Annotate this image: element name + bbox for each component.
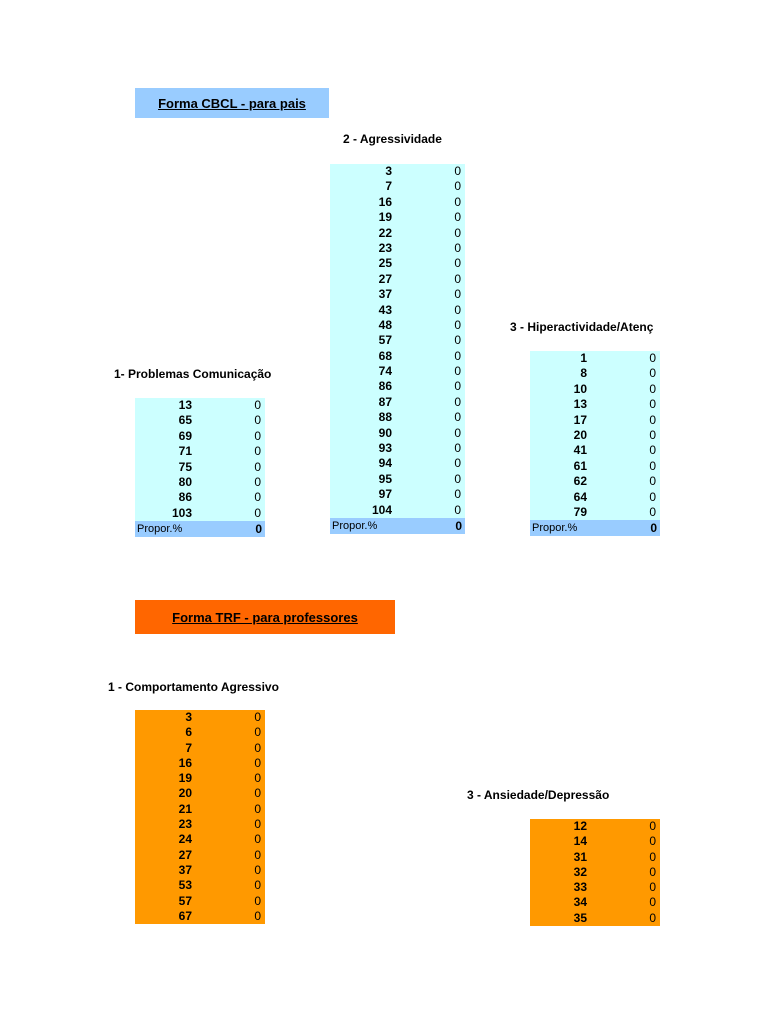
item-value: 0 xyxy=(254,710,261,724)
trf-section-1-row xyxy=(135,725,265,740)
item-number: 53 xyxy=(178,878,192,893)
item-value: 0 xyxy=(454,441,461,456)
item-value: 0 xyxy=(454,302,461,317)
item-number: 20 xyxy=(573,427,587,442)
trf-section-3-row xyxy=(530,819,660,834)
item-number: 103 xyxy=(171,505,192,520)
item-number: 94 xyxy=(378,456,392,471)
item-value: 0 xyxy=(649,849,656,864)
item-number: 21 xyxy=(178,801,192,816)
item-number: 87 xyxy=(378,394,392,409)
prop-value: 0 xyxy=(255,522,262,537)
item-number: 61 xyxy=(573,458,587,473)
item-value: 0 xyxy=(254,398,261,412)
item-number: 43 xyxy=(378,302,392,317)
cbcl-section-3-row xyxy=(530,443,660,458)
cbcl-section-2-row xyxy=(330,256,465,271)
cbcl-section-3-row xyxy=(530,459,660,474)
item-value: 0 xyxy=(254,428,261,443)
item-number: 13 xyxy=(573,397,587,412)
cbcl-section-2-row xyxy=(330,441,465,456)
item-value: 0 xyxy=(254,740,261,755)
item-value: 0 xyxy=(254,817,261,832)
item-value: 0 xyxy=(454,425,461,440)
trf-section-3-table xyxy=(530,819,660,926)
item-number: 3 xyxy=(185,710,192,724)
item-number: 23 xyxy=(178,817,192,832)
trf-section-1-title: 1 - Comportamento Agressivo xyxy=(108,680,279,694)
item-number: 19 xyxy=(178,771,192,786)
item-number: 13 xyxy=(178,398,192,412)
cbcl-section-3-title: 3 - Hiperactividade/Atenç xyxy=(510,320,654,334)
cbcl-section-1-row xyxy=(135,506,265,521)
trf-section-1-row xyxy=(135,786,265,801)
cbcl-section-3-rows xyxy=(530,351,660,520)
cbcl-section-2-prop-row xyxy=(330,518,465,534)
item-value: 0 xyxy=(254,474,261,489)
cbcl-section-2-row xyxy=(330,349,465,364)
cbcl-section-2-table xyxy=(330,164,465,534)
item-value: 0 xyxy=(254,862,261,877)
item-value: 0 xyxy=(454,317,461,332)
trf-section-3-row xyxy=(530,850,660,865)
cbcl-section-1-row xyxy=(135,475,265,490)
cbcl-section-3-row xyxy=(530,397,660,412)
item-value: 0 xyxy=(649,443,656,458)
cbcl-section-3-row xyxy=(530,490,660,505)
item-number: 23 xyxy=(378,240,392,255)
cbcl-section-2-row xyxy=(330,226,465,241)
item-value: 0 xyxy=(454,364,461,379)
trf-section-3-title: 3 - Ansiedade/Depressão xyxy=(467,788,610,802)
item-value: 0 xyxy=(454,194,461,209)
item-number: 57 xyxy=(378,333,392,348)
item-value: 0 xyxy=(254,505,261,520)
prop-value: 0 xyxy=(650,521,657,536)
item-value: 0 xyxy=(454,225,461,240)
cbcl-section-1-prop-row xyxy=(135,521,265,537)
trf-section-1-row xyxy=(135,863,265,878)
item-number: 3 xyxy=(385,164,392,178)
prop-label: Propor.% xyxy=(532,522,578,535)
trf-section-3-row xyxy=(530,911,660,926)
item-number: 27 xyxy=(178,847,192,862)
cbcl-section-2-row xyxy=(330,210,465,225)
item-number: 35 xyxy=(573,910,587,925)
item-value: 0 xyxy=(454,379,461,394)
item-number: 14 xyxy=(573,834,587,849)
cbcl-section-2-title: 2 - Agressividade xyxy=(343,132,442,146)
item-number: 19 xyxy=(378,210,392,225)
item-value: 0 xyxy=(454,256,461,271)
cbcl-section-2-row xyxy=(330,456,465,471)
item-number: 22 xyxy=(378,225,392,240)
cbcl-section-2-row xyxy=(330,164,465,179)
cbcl-section-3-row xyxy=(530,474,660,489)
cbcl-section-2-row xyxy=(330,333,465,348)
cbcl-section-1-table xyxy=(135,398,265,537)
item-number: 10 xyxy=(573,381,587,396)
cbcl-section-2-row xyxy=(330,318,465,333)
item-value: 0 xyxy=(649,834,656,849)
item-number: 32 xyxy=(573,864,587,879)
trf-section-3-row xyxy=(530,834,660,849)
item-number: 93 xyxy=(378,441,392,456)
cbcl-section-2-row xyxy=(330,426,465,441)
cbcl-section-2-row xyxy=(330,395,465,410)
item-number: 20 xyxy=(178,786,192,801)
item-number: 31 xyxy=(573,849,587,864)
item-value: 0 xyxy=(649,819,656,833)
trf-section-1-row xyxy=(135,756,265,771)
item-value: 0 xyxy=(649,910,656,925)
item-value: 0 xyxy=(454,394,461,409)
item-value: 0 xyxy=(454,348,461,363)
item-number: 65 xyxy=(178,413,192,428)
cbcl-section-1-row xyxy=(135,429,265,444)
trf-section-1-row xyxy=(135,741,265,756)
item-value: 0 xyxy=(254,725,261,740)
item-number: 80 xyxy=(178,474,192,489)
cbcl-section-1-row xyxy=(135,490,265,505)
item-value: 0 xyxy=(254,893,261,908)
cbcl-section-2-row xyxy=(330,241,465,256)
cbcl-section-2-row xyxy=(330,410,465,425)
trf-section-1-table xyxy=(135,710,265,924)
item-value: 0 xyxy=(254,847,261,862)
item-value: 0 xyxy=(254,413,261,428)
item-value: 0 xyxy=(649,474,656,489)
cbcl-section-3-row xyxy=(530,351,660,366)
cbcl-section-2-row xyxy=(330,487,465,502)
item-value: 0 xyxy=(454,502,461,517)
item-value: 0 xyxy=(254,908,261,923)
item-value: 0 xyxy=(454,287,461,302)
trf-section-1-row xyxy=(135,832,265,847)
cbcl-section-2-row xyxy=(330,364,465,379)
item-value: 0 xyxy=(254,444,261,459)
cbcl-section-2-row xyxy=(330,195,465,210)
cbcl-section-3-prop-row xyxy=(530,520,660,536)
item-value: 0 xyxy=(254,459,261,474)
item-number: 25 xyxy=(378,256,392,271)
trf-section-1-row xyxy=(135,710,265,725)
item-number: 90 xyxy=(378,425,392,440)
cbcl-section-1-row xyxy=(135,398,265,413)
item-value: 0 xyxy=(454,410,461,425)
item-value: 0 xyxy=(649,412,656,427)
cbcl-section-2-row xyxy=(330,272,465,287)
item-value: 0 xyxy=(454,240,461,255)
cbcl-section-2-row xyxy=(330,287,465,302)
item-number: 64 xyxy=(573,489,587,504)
item-number: 41 xyxy=(573,443,587,458)
trf-section-3-row xyxy=(530,865,660,880)
item-value: 0 xyxy=(649,880,656,895)
item-number: 16 xyxy=(378,194,392,209)
item-value: 0 xyxy=(254,801,261,816)
cbcl-section-1-row xyxy=(135,413,265,428)
item-number: 88 xyxy=(378,410,392,425)
trf-section-3-row xyxy=(530,895,660,910)
item-number: 17 xyxy=(573,412,587,427)
item-value: 0 xyxy=(649,458,656,473)
trf-section-1-row xyxy=(135,878,265,893)
item-number: 37 xyxy=(378,287,392,302)
cbcl-form-banner: Forma CBCL - para pais xyxy=(135,88,329,118)
item-number: 7 xyxy=(385,179,392,194)
item-number: 86 xyxy=(378,379,392,394)
cbcl-section-1-rows xyxy=(135,398,265,521)
trf-section-1-row xyxy=(135,817,265,832)
item-number: 67 xyxy=(178,908,192,923)
item-number: 34 xyxy=(573,895,587,910)
item-value: 0 xyxy=(649,504,656,519)
cbcl-section-3-row xyxy=(530,505,660,520)
item-number: 24 xyxy=(178,832,192,847)
cbcl-section-3-table xyxy=(530,351,660,536)
item-value: 0 xyxy=(454,487,461,502)
item-value: 0 xyxy=(454,333,461,348)
cbcl-section-1-row xyxy=(135,460,265,475)
item-number: 33 xyxy=(573,880,587,895)
item-value: 0 xyxy=(454,471,461,486)
item-value: 0 xyxy=(454,271,461,286)
item-number: 62 xyxy=(573,474,587,489)
item-value: 0 xyxy=(649,351,656,365)
cbcl-section-2-row xyxy=(330,503,465,518)
item-value: 0 xyxy=(254,755,261,770)
item-number: 16 xyxy=(178,755,192,770)
item-number: 57 xyxy=(178,893,192,908)
cbcl-section-3-row xyxy=(530,413,660,428)
item-number: 1 xyxy=(580,351,587,365)
item-number: 48 xyxy=(378,317,392,332)
item-value: 0 xyxy=(454,456,461,471)
item-value: 0 xyxy=(649,864,656,879)
item-value: 0 xyxy=(649,397,656,412)
item-number: 8 xyxy=(580,366,587,381)
item-number: 12 xyxy=(573,819,587,833)
trf-section-1-row xyxy=(135,848,265,863)
cbcl-section-2-row xyxy=(330,303,465,318)
cbcl-section-3-row xyxy=(530,366,660,381)
item-number: 37 xyxy=(178,862,192,877)
trf-section-3-rows xyxy=(530,819,660,926)
cbcl-section-2-rows xyxy=(330,164,465,518)
item-value: 0 xyxy=(454,179,461,194)
item-number: 6 xyxy=(185,725,192,740)
prop-label: Propor.% xyxy=(137,523,183,536)
cbcl-section-2-row xyxy=(330,379,465,394)
item-number: 27 xyxy=(378,271,392,286)
item-value: 0 xyxy=(454,210,461,225)
trf-form-banner: Forma TRF - para professores xyxy=(135,600,395,634)
item-value: 0 xyxy=(649,489,656,504)
trf-section-3-row xyxy=(530,880,660,895)
cbcl-section-2-row xyxy=(330,472,465,487)
item-value: 0 xyxy=(254,786,261,801)
item-number: 7 xyxy=(185,740,192,755)
item-value: 0 xyxy=(454,164,461,178)
item-value: 0 xyxy=(649,895,656,910)
trf-section-1-row xyxy=(135,909,265,924)
trf-section-1-row xyxy=(135,771,265,786)
cbcl-section-2-row xyxy=(330,179,465,194)
cbcl-section-3-row xyxy=(530,428,660,443)
item-number: 97 xyxy=(378,487,392,502)
item-value: 0 xyxy=(254,771,261,786)
item-number: 74 xyxy=(378,364,392,379)
item-number: 71 xyxy=(178,444,192,459)
trf-section-1-row xyxy=(135,802,265,817)
cbcl-section-3-row xyxy=(530,382,660,397)
item-value: 0 xyxy=(649,381,656,396)
item-value: 0 xyxy=(649,366,656,381)
item-value: 0 xyxy=(254,878,261,893)
item-number: 69 xyxy=(178,428,192,443)
cbcl-section-1-title: 1- Problemas Comunicação xyxy=(114,367,272,381)
item-number: 75 xyxy=(178,459,192,474)
item-number: 79 xyxy=(573,504,587,519)
prop-label: Propor.% xyxy=(332,519,378,532)
trf-section-1-row xyxy=(135,894,265,909)
item-value: 0 xyxy=(254,490,261,505)
item-value: 0 xyxy=(649,427,656,442)
item-number: 86 xyxy=(178,490,192,505)
item-number: 104 xyxy=(371,502,392,517)
trf-section-1-rows xyxy=(135,710,265,924)
prop-value: 0 xyxy=(455,518,462,533)
item-number: 95 xyxy=(378,471,392,486)
cbcl-section-1-row xyxy=(135,444,265,459)
item-number: 68 xyxy=(378,348,392,363)
item-value: 0 xyxy=(254,832,261,847)
